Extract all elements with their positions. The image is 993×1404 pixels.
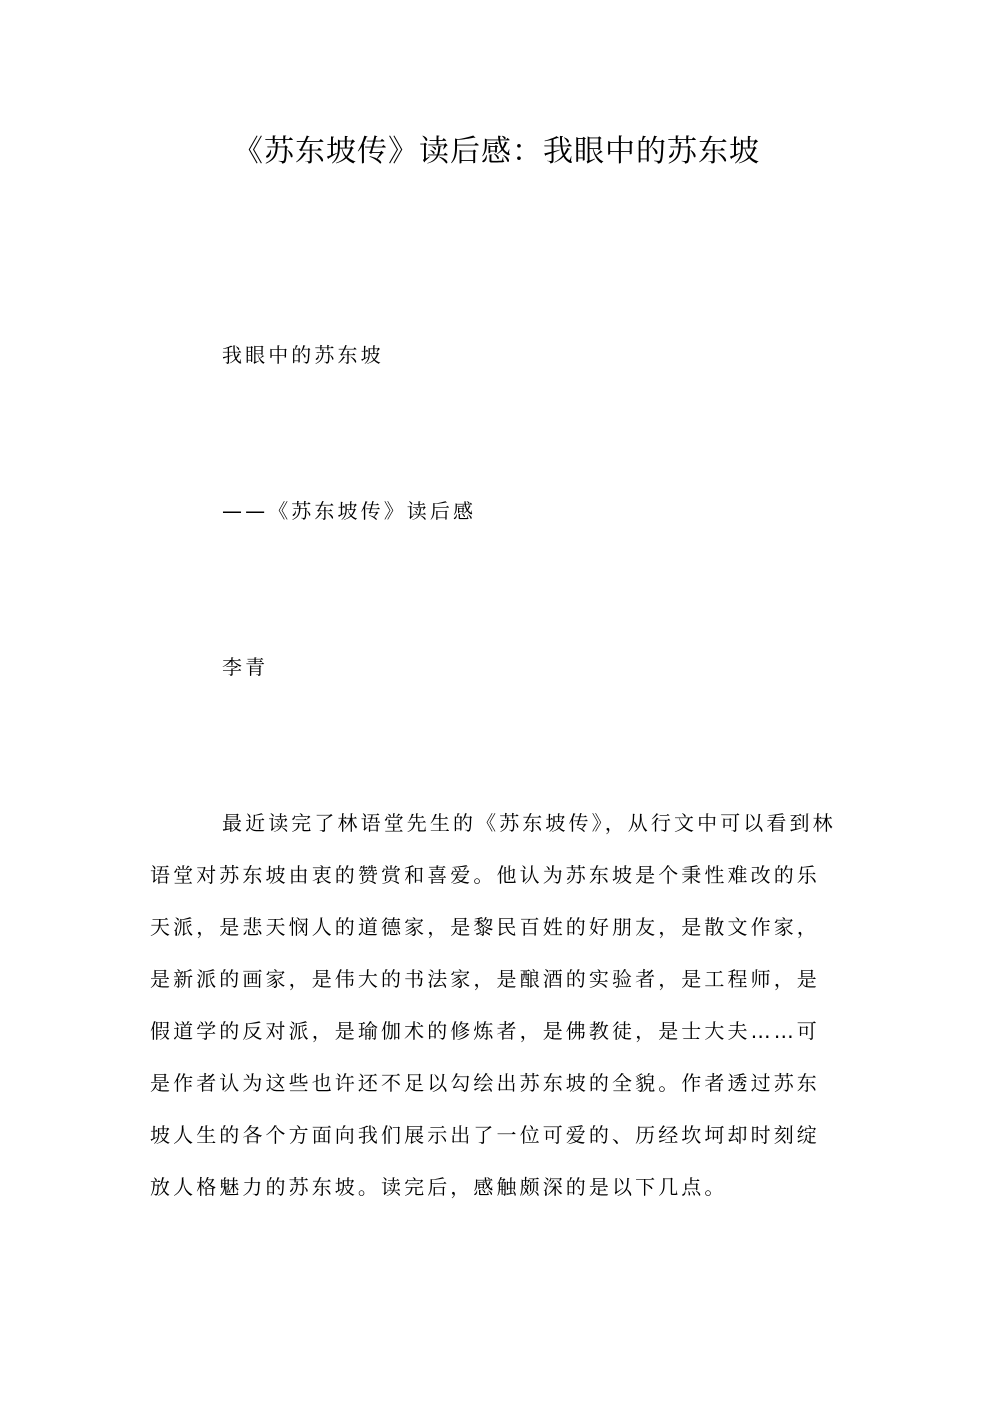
paragraph-line: 假道学的反对派，是瑜伽术的修炼者，是佛教徒，是士大夫……可: [150, 1019, 820, 1043]
paragraph-line: 天派，是悲天悯人的道德家，是黎民百姓的好朋友，是散文作家，: [150, 915, 820, 939]
document-title: 《苏东坡传》读后感：我眼中的苏东坡: [233, 134, 760, 169]
paragraph-line: 坡人生的各个方面向我们展示出了一位可爱的、历经坎坷却时刻绽: [150, 1123, 820, 1147]
paragraph-line: 语堂对苏东坡由衷的赞赏和喜爱。他认为苏东坡是个秉性难改的乐: [150, 863, 820, 887]
paragraph-line: 是新派的画家，是伟大的书法家，是酿酒的实验者，是工程师，是: [150, 967, 820, 991]
subheading: ——《苏东坡传》读后感: [222, 499, 477, 523]
paragraph-line: 最近读完了林语堂先生的《苏东坡传》，从行文中可以看到林: [222, 811, 836, 835]
paragraph-line: 放人格魅力的苏东坡。读完后，感触颇深的是以下几点。: [150, 1175, 728, 1199]
paragraph-line: 是作者认为这些也许还不足以勾绘出苏东坡的全貌。作者透过苏东: [150, 1071, 820, 1095]
author: 李青: [222, 655, 269, 679]
subtitle: 我眼中的苏东坡: [222, 343, 384, 367]
